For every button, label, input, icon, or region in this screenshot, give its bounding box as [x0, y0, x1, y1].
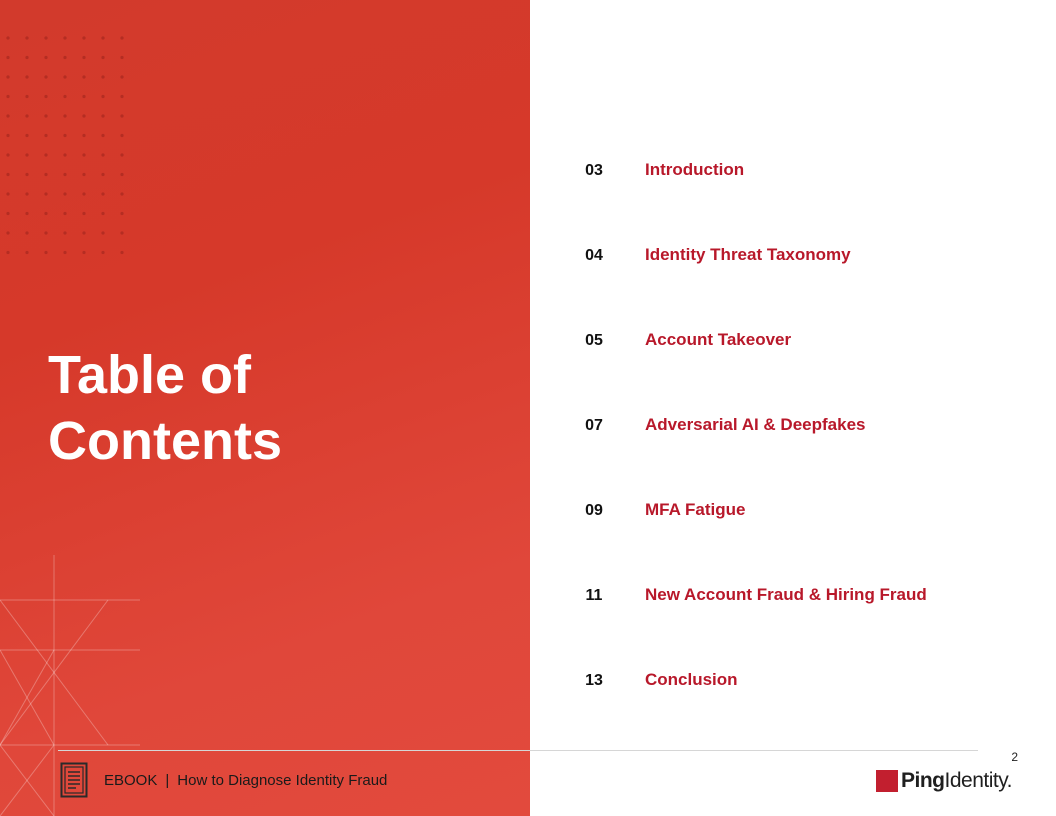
footer-separator: | — [165, 772, 170, 789]
toc-row[interactable] — [578, 405, 1018, 445]
title-line-1: Table of — [48, 345, 252, 405]
toc-page-number: 13 — [585, 672, 603, 689]
toc-page-number: 04 — [585, 247, 603, 264]
toc-link[interactable]: MFA Fatigue — [645, 500, 746, 519]
toc-link[interactable]: New Account Fraud & Hiring Fraud — [645, 585, 927, 604]
toc-link[interactable]: Account Takeover — [645, 330, 792, 349]
doc-type-label: EBOOK — [104, 772, 158, 789]
toc-row[interactable] — [578, 660, 1018, 700]
toc-row[interactable] — [578, 150, 1018, 190]
toc-link[interactable]: Identity Threat Taxonomy — [645, 245, 851, 264]
toc-page-number: 11 — [585, 587, 603, 604]
document-icon — [60, 762, 88, 798]
dot-pattern — [0, 0, 150, 260]
ping-identity-logo — [876, 768, 1026, 796]
toc-link[interactable]: Conclusion — [645, 670, 738, 689]
toc-link[interactable]: Introduction — [645, 160, 745, 179]
toc-page-number: 09 — [585, 502, 603, 519]
footer-text — [104, 772, 387, 789]
logo-wordmark: PingIdentity. — [901, 769, 1012, 792]
toc-row[interactable] — [578, 320, 1018, 360]
toc-row[interactable] — [578, 575, 1018, 615]
toc-page-number: 07 — [585, 417, 603, 434]
toc-row[interactable] — [578, 490, 1018, 530]
toc-row[interactable] — [578, 235, 1018, 275]
page-number: 2 — [1011, 750, 1018, 764]
title-line-2: Contents — [48, 411, 282, 471]
doc-title: How to Diagnose Identity Fraud — [177, 772, 388, 789]
toc-page-number: 03 — [585, 162, 603, 179]
logo-square-icon — [876, 770, 898, 792]
toc-link[interactable]: Adversarial AI & Deepfakes — [645, 415, 866, 434]
page-title — [48, 342, 468, 474]
footer-divider — [58, 750, 978, 751]
toc-page-number: 05 — [585, 332, 603, 349]
